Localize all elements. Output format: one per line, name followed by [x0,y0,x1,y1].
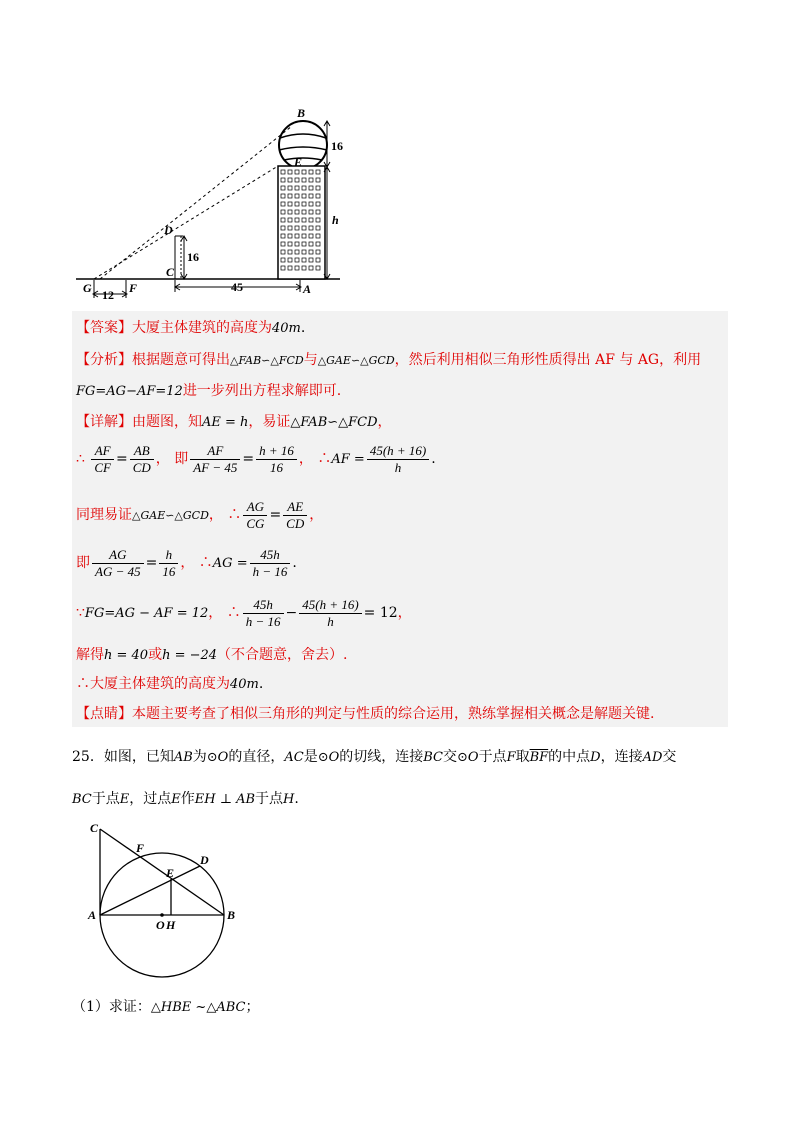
dim-post: 16 [187,250,199,264]
label-G: G [83,281,92,295]
label-D2: D [200,853,209,867]
label-B: B [297,106,306,120]
label-C: C [166,265,175,279]
analysis-line1: 【分析】根据题意可得出△FAB∽△FCD与△GAE∽△GCD，然后利用相似三角形性质得出 AF 与 AG，利用 [76,352,702,368]
comment-line: 【点睛】本题主要考查了相似三角形的判定与性质的综合运用，熟练掌握相关概念是解题关键. [76,706,655,722]
dim-gf: 12 [102,288,114,302]
question-25-line1: 25．如图，已知AB为⊙O的直径，AC是⊙O的切线，连接BC交⊙O于点F取$\overline{BF}$的中点D，连接AD交 [72,749,677,765]
label-F: F [129,281,138,295]
label-A2: A [88,908,97,922]
label-A: A [303,282,312,296]
label-H2: H [166,918,176,932]
building-figure [70,100,360,305]
label-E2: E [166,866,175,880]
analysis-line2: FG=AG−AF=12进一步列出方程求解即可. [76,383,342,399]
final-line: ∴大厦主体建筑的高度为40m. [76,676,264,692]
dim-ball: 16 [331,139,343,153]
circle-figure [80,822,250,982]
label-B2: B [227,908,236,922]
solve-line: 解得h = 40或h = −24（不合题意，舍去）. [76,647,348,663]
label-h: h [332,213,339,227]
part1-line: （1）求证：△HBE ~△ABC； [72,999,260,1015]
label-F2: F [136,841,145,855]
question-25-line2: BC于点E，过点E作EH ⊥ AB于点H. [72,791,299,807]
label-C2: C [90,822,99,835]
detail-line4: 即 $\frac{AG}{AG - 45}$ = $\frac{h}{16}$ ， ∴AG = $\frac{45h}{h - 16}$ . [76,546,297,579]
answer-line: 【答案】大厦主体建筑的高度为40m. [76,320,306,336]
dim-ca: 45 [231,280,243,294]
label-E: E [294,155,303,169]
detail-line3: 同理易证△GAE∽△GCD， ∴ $\frac{AG}{CG}$ = $\frac{AE}{CD}$ ， [76,498,324,531]
detail-line2: ∴ $\frac{AF}{CF}$ = $\frac{AB}{CD}$ ， 即 $\frac{AF}{AF - 45}$ = $\frac{h + 16}{16}$ ， ∴AF = $\frac{45(h + 16)}{h}$ . [76,442,436,475]
label-D: D [164,223,173,237]
detail-line1: 【详解】由题图，知AE = h，易证△FAB∽△FCD， [76,414,392,430]
label-O2: O [156,918,165,932]
detail-line5: ∵FG=AG − AF = 12， ∴ $\frac{45h}{h - 16}$ − $\frac{45(h + 16)}{h}$ = 12， [76,596,412,629]
